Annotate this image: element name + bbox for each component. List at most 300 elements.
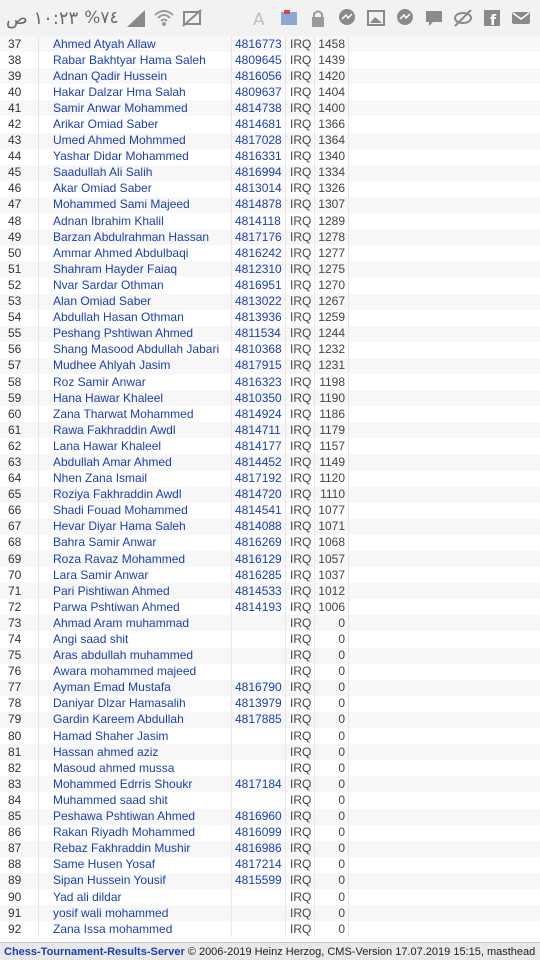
empty-cell [349,310,540,326]
rank-cell: 70 [0,567,39,583]
federation-cell: IRQ [286,487,315,503]
fide-id-link[interactable]: 4817885 [232,712,286,728]
fide-id-link[interactable]: 4816994 [232,165,286,181]
rank-cell: 82 [0,760,39,776]
empty-cell [349,374,540,390]
rating-cell: 0 [315,760,349,776]
table-row [0,841,540,857]
fide-id-link[interactable]: 4814088 [232,519,286,535]
fide-id-link[interactable]: 4816269 [232,535,286,551]
federation-cell: IRQ [286,116,315,132]
empty-cell [349,213,540,229]
table-row [0,390,540,406]
fide-id-link[interactable]: 4814720 [232,487,286,503]
rating-cell: 0 [315,889,349,905]
rating-cell: 1366 [315,116,349,132]
fide-id-link[interactable]: 4813979 [232,696,286,712]
rating-cell: 1420 [315,68,349,84]
empty-cell [349,857,540,873]
fide-id-link[interactable]: 4816773 [232,36,286,52]
player-name-link[interactable]: Rebaz Fakhraddin Mushir [39,841,232,857]
rank-cell: 54 [0,310,39,326]
fide-id-link[interactable]: 4817915 [232,358,286,374]
rank-cell: 84 [0,792,39,808]
empty-cell [349,294,540,310]
player-name-link[interactable]: Abdullah Amar Ahmed [39,454,232,470]
player-name-link[interactable]: Roziya Fakhraddin Awdl [39,487,232,503]
photo-icon [278,7,300,29]
rank-cell: 85 [0,809,39,825]
player-name-link[interactable]: Awara mohammed majeed [39,664,232,680]
table-row [0,744,540,760]
rating-cell: 0 [315,792,349,808]
rating-cell: 1270 [315,277,349,293]
empty-cell [349,229,540,245]
player-name-link[interactable]: Parwa Pshtiwan Ahmed [39,599,232,615]
table-row [0,358,540,374]
rating-cell: 1439 [315,52,349,68]
player-name-link[interactable]: Muhammed saad shit [39,792,232,808]
fide-id-link[interactable]: 4816242 [232,245,286,261]
rank-cell: 72 [0,599,39,615]
rank-cell: 89 [0,873,39,889]
player-name-link[interactable]: Mohammed Edrris Shoukr [39,776,232,792]
federation-cell: IRQ [286,422,315,438]
federation-cell: IRQ [286,181,315,197]
table-row [0,809,540,825]
rank-cell: 47 [0,197,39,213]
rank-cell: 91 [0,905,39,921]
table-row [0,261,540,277]
rank-cell: 37 [0,36,39,52]
messenger-icon [336,7,358,29]
player-name-link[interactable]: Hana Hawar Khaleel [39,390,232,406]
table-row [0,857,540,873]
federation-cell: IRQ [286,310,315,326]
player-name-link[interactable]: Rakan Riyadh Mohammed [39,825,232,841]
rating-cell: 0 [315,728,349,744]
player-name-link[interactable]: Ayman Emad Mustafa [39,680,232,696]
rating-cell: 1157 [315,438,349,454]
rating-cell: 1110 [315,487,349,503]
table-row [0,52,540,68]
player-name-link[interactable]: Roza Ravaz Mohammed [39,551,232,567]
player-name-link[interactable]: Shadi Fouad Mohammed [39,503,232,519]
empty-cell [349,261,540,277]
empty-cell [349,873,540,889]
rank-cell: 74 [0,631,39,647]
player-name-link[interactable]: Akar Omiad Saber [39,181,232,197]
player-name-link[interactable]: Angi saad shit [39,631,232,647]
federation-cell: IRQ [286,374,315,390]
table-row [0,36,540,52]
federation-cell: IRQ [286,905,315,921]
player-name-link[interactable]: Bahra Samir Anwar [39,535,232,551]
fide-id-link[interactable]: 4813022 [232,294,286,310]
font-icon [249,7,271,29]
empty-cell [349,825,540,841]
table-row [0,680,540,696]
lock-icon [307,7,329,29]
rating-cell: 0 [315,615,349,631]
player-name-link[interactable]: Nhen Zana Ismail [39,471,232,487]
table-row [0,728,540,744]
empty-cell [349,696,540,712]
fide-id-link[interactable]: 4816331 [232,149,286,165]
rating-cell: 1077 [315,503,349,519]
empty-cell [349,760,540,776]
player-name-link[interactable]: Peshang Pshtiwan Ahmed [39,326,232,342]
fide-id-link[interactable]: 4813936 [232,310,286,326]
player-name-link[interactable]: Abdullah Hasan Othman [39,310,232,326]
table-row [0,277,540,293]
fide-id-link [232,648,286,664]
player-name-link[interactable]: Pari Pishtiwan Ahmed [39,583,232,599]
table-row [0,326,540,342]
table-row [0,165,540,181]
empty-cell [349,841,540,857]
player-name-link[interactable]: Adnan Qadir Hussein [39,68,232,84]
table-row [0,905,540,921]
federation-cell: IRQ [286,615,315,631]
rating-cell: 1244 [315,326,349,342]
rank-cell: 56 [0,342,39,358]
fide-id-link[interactable]: 4814452 [232,454,286,470]
player-name-link[interactable]: Same Husen Yosaf [39,857,232,873]
player-name-link[interactable]: Lara Samir Anwar [39,567,232,583]
rating-cell: 1275 [315,261,349,277]
empty-cell [349,149,540,165]
rank-cell: 45 [0,165,39,181]
federation-cell: IRQ [286,342,315,358]
table-row [0,422,540,438]
fide-id-link [232,664,286,680]
rank-cell: 57 [0,358,39,374]
table-row [0,631,540,647]
fide-id-link[interactable]: 4814924 [232,406,286,422]
fide-id-link[interactable]: 4814118 [232,213,286,229]
fide-id-link[interactable]: 4815599 [232,873,286,889]
table-row [0,921,540,937]
signal-icon [125,7,147,29]
rating-cell: 0 [315,631,349,647]
fide-id-link[interactable]: 4814738 [232,100,286,116]
federation-cell: IRQ [286,213,315,229]
fide-id-link[interactable]: 4816790 [232,680,286,696]
empty-cell [349,615,540,631]
fide-id-link[interactable]: 4816986 [232,841,286,857]
table-row [0,84,540,100]
rank-cell: 40 [0,84,39,100]
table-row [0,133,540,149]
rank-cell: 38 [0,52,39,68]
empty-cell [349,567,540,583]
player-name-link[interactable]: Hevar Diyar Hama Saleh [39,519,232,535]
player-name-link[interactable]: Lana Hawar Khaleel [39,438,232,454]
player-name-link[interactable]: yosif wali mohammed [39,905,232,921]
empty-cell [349,680,540,696]
empty-cell [349,776,540,792]
federation-cell: IRQ [286,165,315,181]
fide-id-link[interactable]: 4817176 [232,229,286,245]
results-table [0,36,540,937]
table-row [0,889,540,905]
federation-cell: IRQ [286,535,315,551]
rank-cell: 50 [0,245,39,261]
rating-cell: 1071 [315,519,349,535]
rating-cell: 1179 [315,422,349,438]
table-row [0,197,540,213]
rating-cell: 1037 [315,567,349,583]
rank-cell: 81 [0,744,39,760]
table-row [0,100,540,116]
table-row [0,374,540,390]
player-name-link[interactable]: Adnan Ibrahim Khalil [39,213,232,229]
player-name-link[interactable]: Umed Ahmed Mohmmed [39,133,232,149]
empty-cell [349,165,540,181]
rating-cell: 0 [315,664,349,680]
fide-id-link[interactable]: 4814533 [232,583,286,599]
player-name-link[interactable]: Hakar Dalzar Hma Salah [39,84,232,100]
player-name-link[interactable]: Hamad Shaher Jasim [39,728,232,744]
player-name-link[interactable]: Shahram Hayder Faiaq [39,261,232,277]
rating-cell: 1334 [315,165,349,181]
player-name-link[interactable]: Arikar Omiad Saber [39,116,232,132]
federation-cell: IRQ [286,454,315,470]
fide-id-link[interactable]: 4809645 [232,52,286,68]
fide-id-link[interactable]: 4816951 [232,277,286,293]
table-row [0,551,540,567]
fide-id-link[interactable]: 4814878 [232,197,286,213]
player-name-link[interactable]: Zana Tharwat Mohammed [39,406,232,422]
rank-cell: 61 [0,422,39,438]
empty-cell [349,889,540,905]
player-name-link[interactable]: Yashar Didar Mohammed [39,149,232,165]
rank-cell: 71 [0,583,39,599]
empty-cell [349,84,540,100]
empty-cell [349,921,540,937]
wifi-icon [153,7,175,29]
player-name-link[interactable]: Peshawa Pshtiwan Ahmed [39,809,232,825]
rank-cell: 73 [0,615,39,631]
federation-cell: IRQ [286,277,315,293]
player-name-link[interactable]: Ammar Ahmed Abdulbaqi [39,245,232,261]
fide-id-link[interactable]: 4816099 [232,825,286,841]
rank-cell: 53 [0,294,39,310]
rating-cell: 1267 [315,294,349,310]
empty-cell [349,116,540,132]
player-name-link[interactable]: Barzan Abdulrahman Hassan [39,229,232,245]
federation-cell: IRQ [286,760,315,776]
clock: ١٠:٢٣ ص [6,7,79,29]
fide-id-link[interactable]: 4809637 [232,84,286,100]
table-row [0,406,540,422]
player-name-link[interactable]: Masoud ahmed mussa [39,760,232,776]
table-row [0,116,540,132]
player-name-link[interactable]: Nvar Sardar Othman [39,277,232,293]
federation-cell: IRQ [286,599,315,615]
federation-cell: IRQ [286,567,315,583]
table-row [0,487,540,503]
federation-cell: IRQ [286,390,315,406]
federation-cell: IRQ [286,696,315,712]
fide-id-link[interactable]: 4814193 [232,599,286,615]
rank-cell: 46 [0,181,39,197]
rating-cell: 1404 [315,84,349,100]
footer-brand[interactable]: Chess-Tournament-Results-Server [4,946,185,958]
footer [0,942,540,960]
player-name-link[interactable]: Mudhee Ahlyah Jasim [39,358,232,374]
player-name-link[interactable]: Yad ali dildar [39,889,232,905]
federation-cell: IRQ [286,438,315,454]
table-row [0,181,540,197]
empty-cell [349,599,540,615]
table-row [0,310,540,326]
federation-cell: IRQ [286,825,315,841]
rating-cell: 0 [315,776,349,792]
rating-cell: 0 [315,905,349,921]
fide-id-link[interactable]: 4814711 [232,422,286,438]
fide-id-link[interactable]: 4811534 [232,326,286,342]
empty-cell [349,631,540,647]
table-row [0,664,540,680]
rating-cell: 1277 [315,245,349,261]
fide-id-link [232,792,286,808]
table-row [0,503,540,519]
messenger-icon [394,7,416,29]
player-name-link[interactable]: Ahmed Atyah Allaw [39,36,232,52]
rating-cell: 1307 [315,197,349,213]
federation-cell: IRQ [286,857,315,873]
federation-cell: IRQ [286,294,315,310]
rank-cell: 63 [0,454,39,470]
player-name-link[interactable]: Alan Omiad Saber [39,294,232,310]
rank-cell: 77 [0,680,39,696]
player-name-link[interactable]: Zana Issa mohammed [39,921,232,937]
federation-cell: IRQ [286,873,315,889]
rating-cell: 1326 [315,181,349,197]
empty-cell [349,809,540,825]
rank-cell: 58 [0,374,39,390]
fide-id-link [232,760,286,776]
status-bar-left [6,0,203,36]
federation-cell: IRQ [286,744,315,760]
player-name-link[interactable]: Saadullah Ali Salih [39,165,232,181]
empty-cell [349,68,540,84]
federation-cell: IRQ [286,631,315,647]
rank-cell: 69 [0,551,39,567]
empty-cell [349,438,540,454]
federation-cell: IRQ [286,519,315,535]
federation-cell: IRQ [286,100,315,116]
rating-cell: 1259 [315,310,349,326]
player-name-link[interactable]: Ahmad Aram muhammad [39,615,232,631]
federation-cell: IRQ [286,326,315,342]
results-table-body [0,36,540,937]
player-name-link[interactable]: Daniyar Dlzar Hamasalih [39,696,232,712]
player-name-link[interactable]: Hassan ahmed aziz [39,744,232,760]
federation-cell: IRQ [286,889,315,905]
empty-cell [349,390,540,406]
rating-cell: 1190 [315,390,349,406]
table-row [0,776,540,792]
svg-text:A: A [253,10,265,29]
fide-id-link[interactable]: 4816129 [232,551,286,567]
empty-cell [349,181,540,197]
fide-id-link[interactable]: 4817028 [232,133,286,149]
fide-id-link[interactable]: 4817192 [232,471,286,487]
table-row [0,471,540,487]
fide-id-link[interactable]: 4816323 [232,374,286,390]
empty-cell [349,358,540,374]
player-name-link[interactable]: Rabar Bakhtyar Hama Saleh [39,52,232,68]
federation-cell: IRQ [286,52,315,68]
player-name-link[interactable]: Mohammed Sami Majeed [39,197,232,213]
rating-cell: 1289 [315,213,349,229]
fide-id-link[interactable]: 4814681 [232,116,286,132]
table-row [0,615,540,631]
rating-cell: 0 [315,921,349,937]
fide-id-link[interactable]: 4812310 [232,261,286,277]
empty-cell [349,503,540,519]
fide-id-link[interactable]: 4814177 [232,438,286,454]
rank-cell: 65 [0,487,39,503]
rank-cell: 55 [0,326,39,342]
fide-id-link[interactable]: 4810350 [232,390,286,406]
table-row [0,68,540,84]
table-row [0,245,540,261]
footer-text: © 2006-2019 Heinz Herzog, CMS-Version 17.07.2019 15:15, masthead [184,946,536,958]
fide-id-link [232,615,286,631]
federation-cell: IRQ [286,36,315,52]
fide-id-link[interactable]: 4816056 [232,68,286,84]
rank-cell: 76 [0,664,39,680]
rating-cell: 1120 [315,471,349,487]
player-name-link[interactable]: Sipan Hussein Yousif [39,873,232,889]
fide-id-link[interactable]: 4810368 [232,342,286,358]
player-name-link[interactable]: Rawa Fakhraddin Awdl [39,422,232,438]
facebook-icon [481,7,503,29]
rank-cell: 48 [0,213,39,229]
fide-id-link[interactable]: 4817184 [232,776,286,792]
rating-cell: 1198 [315,374,349,390]
rank-cell: 75 [0,648,39,664]
status-bar [0,0,540,36]
fide-id-link[interactable]: 4813014 [232,181,286,197]
player-name-link[interactable]: Aras abdullah muhammed [39,648,232,664]
player-name-link[interactable]: Samir Anwar Mohammed [39,100,232,116]
player-name-link[interactable]: Gardin Kareem Abdullah [39,712,232,728]
fide-id-link[interactable]: 4814541 [232,503,286,519]
federation-cell: IRQ [286,406,315,422]
empty-cell [349,519,540,535]
rank-cell: 79 [0,712,39,728]
table-row [0,648,540,664]
empty-cell [349,133,540,149]
player-name-link[interactable]: Shang Masood Abdullah Jabari [39,342,232,358]
fide-id-link[interactable]: 4816960 [232,809,286,825]
rating-cell: 0 [315,744,349,760]
federation-cell: IRQ [286,728,315,744]
fide-id-link [232,744,286,760]
fide-id-link[interactable]: 4816285 [232,567,286,583]
player-name-link[interactable]: Roz Samir Anwar [39,374,232,390]
gallery-icon [365,7,387,29]
federation-cell: IRQ [286,261,315,277]
federation-cell: IRQ [286,776,315,792]
fide-id-link[interactable]: 4817214 [232,857,286,873]
results-page[interactable] [0,36,540,942]
